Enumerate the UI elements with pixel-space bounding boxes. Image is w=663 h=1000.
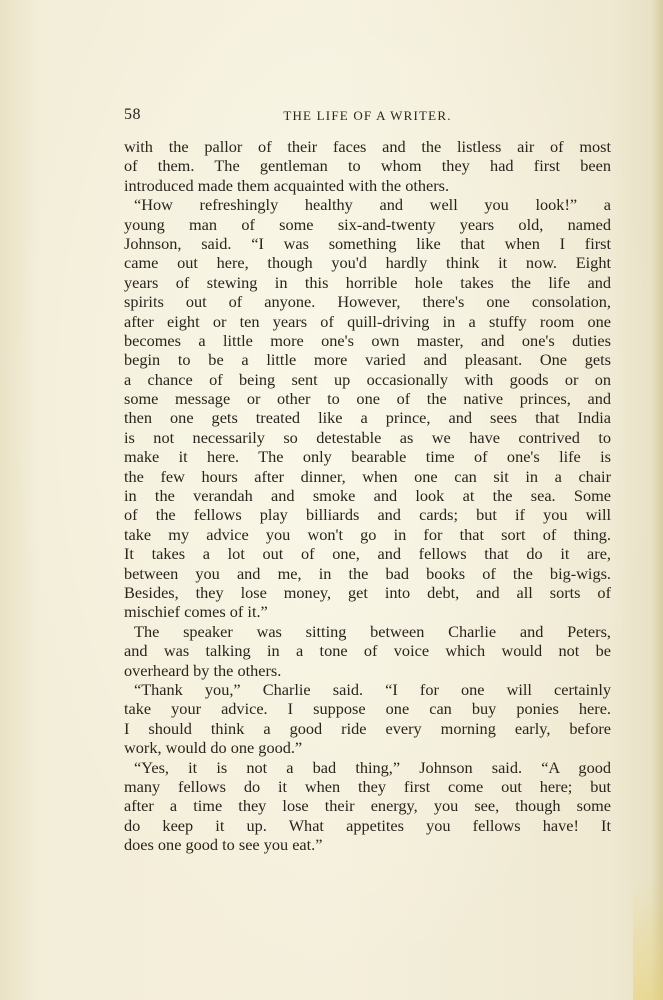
text-line: in the verandah and smoke and look at the sea. Some [124, 486, 611, 506]
text-line: spirits out of anyone. However, there's one consolation, [124, 292, 611, 312]
text-line: take your advice. I suppose one can buy ponies here. [124, 699, 611, 719]
text-line: came out here, though you'd hardly think it now. Eight [124, 253, 611, 273]
text-line: “Yes, it is not a bad thing,” Johnson said. “A good [134, 757, 611, 777]
text-line: of them. The gentleman to whom they had first been [124, 156, 611, 176]
text-line: a chance of being sent up occasionally with goods or on [124, 369, 611, 389]
running-head: THE LIFE OF A WRITER. [283, 108, 452, 123]
text-line: becomes a little more one's own master, and one's duties [124, 330, 611, 350]
text-line: “How refreshingly healthy and well you look!” a [134, 195, 611, 215]
text-line: some message or other to one of the native princes, and [124, 389, 611, 409]
text-line: young man of some six-and-twenty years old, named [124, 214, 611, 234]
text-line: work, would do one good.” [124, 738, 303, 758]
page-header [124, 106, 611, 126]
text-line: Besides, they lose money, get into debt, and all sorts of [124, 582, 611, 602]
body-text [124, 137, 611, 854]
text-line: after a time they lose their energy, you see, though some [124, 796, 611, 816]
text-line: The speaker was sitting between Charlie and Peters, [134, 621, 611, 641]
text-line: is not necessarily so detestable as we have contrived to [124, 427, 611, 447]
text-line: does one good to see you eat.” [124, 835, 323, 855]
page-edge-shadow [651, 0, 663, 1000]
text-line: with the pallor of their faces and the listless air of most [124, 137, 611, 156]
text-line: make it here. The only bearable time of one's life is [124, 447, 611, 467]
text-line: of the fellows play billiards and cards; but if you will [124, 505, 611, 525]
text-line: overheard by the others. [124, 660, 282, 680]
page-corner-stain [633, 880, 663, 1000]
text-line: It takes a lot out of one, and fellows that do it are, [124, 544, 611, 564]
text-line: after eight or ten years of quill-driving in a stuffy room one [124, 311, 611, 331]
text-line: “Thank you,” Charlie said. “I for one will certainly [134, 679, 611, 699]
text-line: introduced made them acquainted with the others. [124, 175, 450, 195]
text-line: then one gets treated like a prince, and sees that India [124, 408, 611, 428]
text-line: the few hours after dinner, when one can sit in a chair [124, 466, 611, 486]
text-line: mischief comes of it.” [124, 602, 268, 622]
text-line: I should think a good ride every morning early, before [124, 718, 611, 738]
text-line: between you and me, in the bad books of the big-wigs. [124, 563, 611, 583]
text-line: many fellows do it when they first come out here; but [124, 776, 611, 796]
text-line: do keep it up. What appetites you fellows have! It [124, 815, 611, 835]
text-line: and was talking in a tone of voice which would not be [124, 641, 611, 661]
text-line: take my advice you won't go in for that sort of thing. [124, 524, 611, 544]
text-line: Johnson, said. “I was something like that when I first [124, 233, 611, 253]
text-line: begin to be a little more varied and pleasant. One gets [124, 350, 611, 370]
text-line: years of stewing in this horrible hole takes the life and [124, 272, 611, 292]
page-number: 58 [124, 106, 141, 123]
